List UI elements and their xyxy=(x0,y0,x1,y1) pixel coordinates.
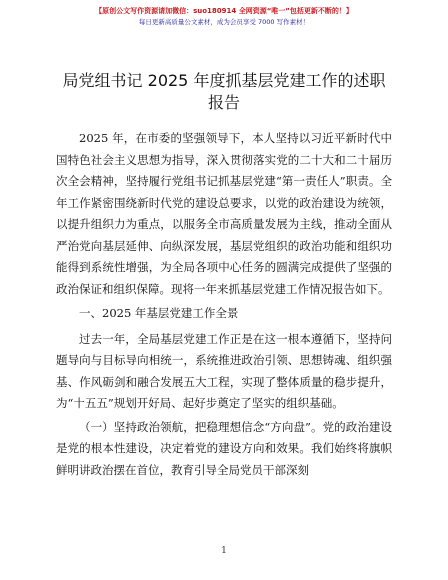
subsection-paragraph: （一）坚持政治领航，把稳理想信念“方向盘”。党的政治建设是党的根本性建设，决定着党的建设方向和效果。我们始终将旗帜鲜明讲政治摆在首位，教育引导全局党员干部深刻 xyxy=(56,419,392,477)
section-heading: 一、2025 年基层党建工作全景 xyxy=(79,306,239,320)
promo-banner xyxy=(0,6,448,28)
page-number: 1 xyxy=(221,546,227,556)
body-paragraph: 过去一年，全局基层党建工作正是在这一根本遵循下，坚持问题导向与目标导向相统一，系统推进政治引领、思想铸魂、组织强基、作风砺剑和融合发展五大工程，实现了整体质量的稳步提升，为“十五五”规划开好局、起好步奠定了坚实的组织基础。 xyxy=(56,331,392,410)
banner-line-1: 【原创公文写作资源请加微信：suo180914 全网资源“唯一”包括更新不断的！】 xyxy=(95,7,353,15)
document-body xyxy=(56,128,392,481)
banner-line-2: 每日更新高质量公文素材，成为会员享受 7000 写作素材！ xyxy=(138,18,310,26)
intro-paragraph: 2025 年，在市委的坚强领导下，本人坚持以习近平新时代中国特色社会主义思想为指导，深入贯彻落实党的二十大和二十届历次全会精神，坚持履行党组书记抓基层党建“第一责任人”职责。全年工作紧密围绕新时代党的建设总要求，以党的政治建设为统领，以提升组织力为重点，以服务全市高质量发展为主线，推动全面从严治党向基层延伸、向纵深发展，基层党组织的政治功能和组织功能得到系统性增强，为全局各项中心任务的圆满完成提供了坚强的政治保证和组织保障。现将一年来抓基层党建工作情况报告如下。 xyxy=(56,131,392,296)
document-title: 局党组书记 2025 年度抓基层党建工作的述职报告 xyxy=(62,71,386,112)
